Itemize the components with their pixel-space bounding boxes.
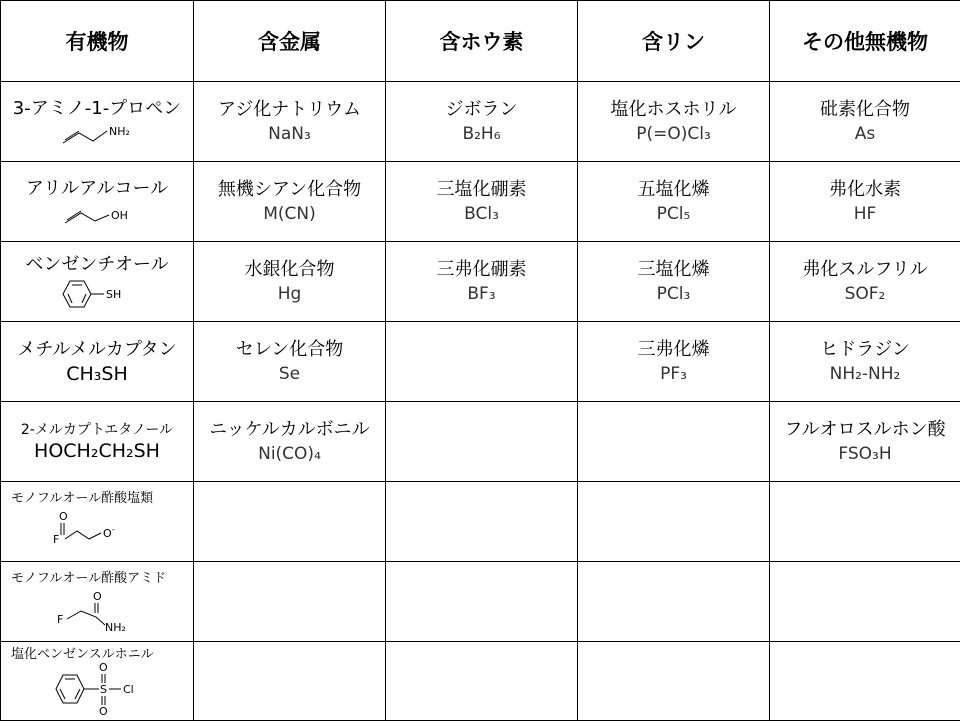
substance-formula: HF (854, 202, 877, 226)
structure-label: O (99, 705, 108, 715)
table-cell (386, 82, 578, 162)
substance-formula: As (855, 122, 876, 146)
substance-formula: BCl₃ (464, 202, 499, 226)
thiophenol-structure (52, 277, 142, 311)
table-cell (578, 82, 770, 162)
table-cell (194, 322, 386, 402)
structure-label: NH₂ (109, 125, 130, 138)
substance-name: 弗化スルフリル (802, 258, 927, 282)
substance-name: 2-メルカプトエタノール (21, 421, 173, 439)
table-cell (578, 162, 770, 242)
table-cell (578, 402, 770, 482)
substance-name: 弗化水素 (829, 178, 901, 202)
table-cell (386, 642, 578, 721)
table-cell (386, 322, 578, 402)
substance-name: 三塩化燐 (638, 258, 710, 282)
table-cell (770, 162, 960, 242)
substance-formula: BF₃ (467, 282, 495, 306)
table-cell (1, 642, 194, 721)
substance-name: 塩化ベンゼンスルホニル (11, 647, 154, 663)
header-other-inorganic: その他無機物 (770, 1, 960, 82)
substance-formula: Hg (278, 282, 302, 306)
table-cell (1, 322, 194, 402)
header-row (1, 1, 960, 82)
structure-label: SH (106, 288, 121, 301)
table-row (1, 162, 960, 242)
header-phosphorus: 含リン (578, 1, 770, 82)
structure-label: O (103, 527, 112, 540)
substance-name: 塩化ホスホリル (611, 98, 737, 122)
table-cell (386, 562, 578, 642)
substance-name: アリルアルコール (26, 177, 168, 201)
structure-label: O (93, 590, 102, 603)
substance-formula: PCl₅ (657, 202, 691, 226)
substance-formula: P(=O)Cl₃ (636, 122, 711, 146)
substance-name: 三塩化硼素 (437, 178, 527, 202)
table-row (1, 562, 960, 642)
table-cell (194, 402, 386, 482)
substance-formula: PCl₃ (657, 282, 691, 306)
table-cell (770, 562, 960, 642)
table-row (1, 242, 960, 322)
table-row (1, 642, 960, 721)
substance-name: メチルメルカプタン (17, 338, 176, 362)
table-cell (194, 162, 386, 242)
substance-name: モノフルオール酢酸塩類 (11, 491, 153, 507)
substance-formula: NaN₃ (268, 122, 311, 146)
table-cell (386, 402, 578, 482)
substance-name: セレン化合物 (236, 338, 344, 362)
table-cell (770, 482, 960, 562)
structure-label: F (53, 533, 59, 546)
table-cell (578, 482, 770, 562)
structure-label: - (112, 525, 115, 534)
substance-formula: PF₃ (660, 362, 687, 386)
substance-name: ベンゼンチオール (25, 253, 168, 277)
substance-name: ニッケルカルボニル (209, 418, 369, 442)
substance-formula: B₂H₆ (462, 122, 500, 146)
table-cell (770, 642, 960, 721)
table-cell (386, 482, 578, 562)
table-cell (194, 242, 386, 322)
table-cell (194, 82, 386, 162)
substance-formula: Se (279, 362, 300, 386)
table-cell (1, 402, 194, 482)
substance-name: 五塩化燐 (638, 178, 710, 202)
allylamine-structure (57, 121, 137, 147)
table-row (1, 322, 960, 402)
benzenesulfonyl-structure (11, 663, 161, 715)
structure-label: S (100, 683, 107, 696)
substance-name: フルオロスルホン酸 (784, 418, 945, 442)
table-cell (194, 482, 386, 562)
substance-formula: M(CN) (263, 202, 316, 226)
table-cell (578, 642, 770, 721)
substance-name: 砒素化合物 (820, 98, 910, 122)
table-cell (770, 322, 960, 402)
allylalcohol-structure (57, 201, 137, 227)
substance-name: ジボラン (446, 98, 518, 122)
table-cell (578, 562, 770, 642)
table-row (1, 82, 960, 162)
table-cell (770, 242, 960, 322)
header-boron: 含ホウ素 (386, 1, 578, 82)
header-metal: 含金属 (194, 1, 386, 82)
substance-formula: SOF₂ (845, 282, 886, 306)
substance-formula: HOCH₂CH₂SH (34, 439, 160, 463)
table-cell (578, 242, 770, 322)
table-cell (386, 162, 578, 242)
fluoroacetate-structure (11, 507, 131, 553)
substance-name: モノフルオール酢酸アミド (11, 571, 166, 587)
table-cell (1, 562, 194, 642)
substance-formula: CH₃SH (66, 362, 128, 386)
substance-formula: NH₂-NH₂ (830, 362, 901, 386)
substance-formula: Ni(CO)₄ (258, 442, 321, 466)
header-organic: 有機物 (1, 1, 194, 82)
substance-name: ヒドラジン (820, 338, 910, 362)
substance-name: 水銀化合物 (245, 258, 335, 282)
table-cell (1, 482, 194, 562)
table-cell (1, 242, 194, 322)
structure-label: O (99, 663, 108, 674)
structure-label: O (59, 510, 68, 523)
substance-name: 無機シアン化合物 (218, 178, 361, 202)
fluoroacetamide-structure (11, 587, 131, 633)
table-cell (1, 82, 194, 162)
table-row (1, 402, 960, 482)
table-cell (1, 162, 194, 242)
table-row (1, 482, 960, 562)
substance-name: 三弗化硼素 (437, 258, 527, 282)
substance-formula: FSO₃H (838, 442, 891, 466)
table-cell (386, 242, 578, 322)
substance-name: 3-アミノ-1-プロペン (13, 97, 181, 121)
substance-name: アジ化ナトリウム (218, 98, 361, 122)
table-cell (194, 562, 386, 642)
structure-label: F (57, 613, 63, 626)
substance-name: 三弗化燐 (638, 338, 710, 362)
table-cell (770, 402, 960, 482)
table-cell (578, 322, 770, 402)
structure-label: OH (111, 209, 128, 222)
structure-label: Cl (123, 683, 134, 696)
table-cell (770, 82, 960, 162)
table-cell (194, 642, 386, 721)
structure-label: NH₂ (105, 621, 126, 633)
